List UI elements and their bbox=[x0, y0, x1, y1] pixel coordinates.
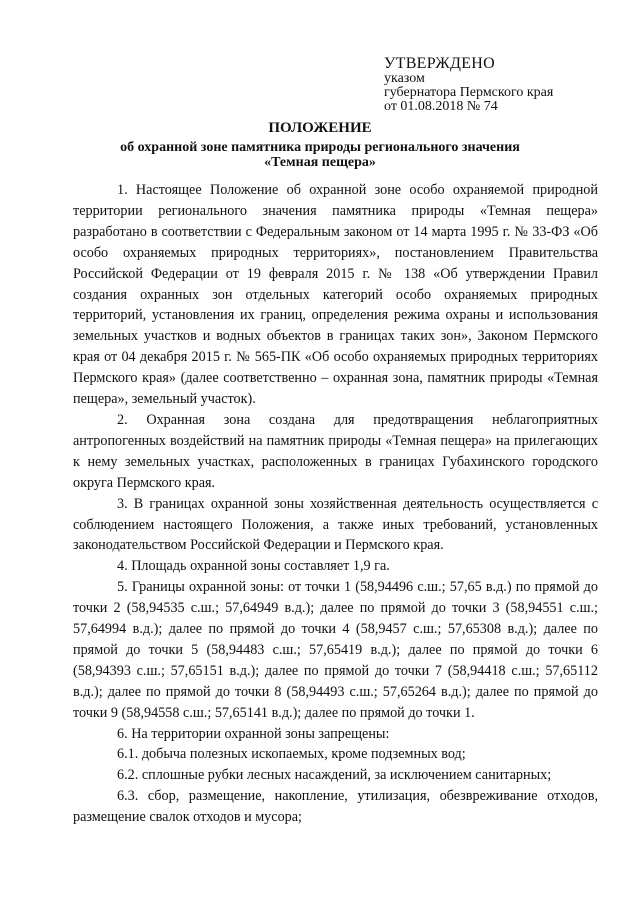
approval-stamp: УТВЕРЖДЕНО bbox=[384, 55, 496, 72]
paragraph-6-1: 6.1. добыча полезных ископаемых, кроме подземных вод; bbox=[117, 746, 466, 763]
document-title: ПОЛОЖЕНИЕ bbox=[268, 120, 372, 136]
paragraph-1: 1. Настоящее Положение об охранной зоне особо охраняемой природной территории регионального значения памятника природы «Темная пещера» разработано в соответствии с Федеральным законом от 14 марта 1995 г. № 33-ФЗ «Об особо охраняемых природных территориях», постановлением Правительства Российской Федерации от 19 февраля 2015 г. № 138 «Об утверждении Правил создания охранных зон отдельных категорий особо охраняемых природных территорий, установления их границ, определения режима охраны и использования земельных участков и водных объектов в границах таких зон», Законом Пермского края от 04 декабря 2015 г. № 565-ПК «Об особо охраняемых природных территориях Пермского края» (далее соответственно – охранная зона, памятник природы «Темная пещера», земельный участок). bbox=[73, 182, 598, 408]
approval-block bbox=[384, 56, 614, 114]
paragraph-6-3: 6.3. сбор, размещение, накопление, утилизация, обезвреживание отходов, размещение свалок отходов и мусора; bbox=[73, 788, 598, 826]
paragraph-6-2: 6.2. сплошные рубки лесных насаждений, за исключением санитарных; bbox=[117, 767, 552, 784]
paragraph-5: 5. Границы охранной зоны: от точки 1 (58,94496 с.ш.; 57,65 в.д.) по прямой до точки 2 (58,94535 с.ш.; 57,64949 в.д.); далее по прямой до точки 3 (58,94551 с.ш.; 57,64994 в.д.); далее по прямой до точки 4 (58,9457 с.ш.; 57,65308 в.д.); далее по прямой до точки 5 (58,94483 с.ш.; 57,65419 в.д.); далее по прямой до точки 6 (58,94393 с.ш.; 57,65151 в.д.); далее по прямой до точки 7 (58,94418 с.ш.; 57,65112 в.д.); далее по прямой до точки 8 (58,94493 с.ш.; 57,65264 в.д.); далее по прямой до точки 9 (58,94558 с.ш.; 57,65141 в.д.); далее по прямой до точки 1. bbox=[73, 579, 598, 721]
subtitle-line-1: об охранной зоне памятника природы регионального значения bbox=[120, 140, 520, 155]
paragraph-2: 2. Охранная зона создана для предотвращения неблагоприятных антропогенных воздействий на памятник природы «Темная пещера» на прилегающих к нему земельных участках, расположенных в границах Губахинского городского округа Пермского края. bbox=[73, 411, 598, 491]
approval-line-governor: губернатора Пермского края bbox=[384, 85, 554, 100]
paragraph-4: 4. Площадь охранной зоны составляет 1,9 га. bbox=[117, 558, 390, 575]
paragraph-6: 6. На территории охранной зоны запрещены: bbox=[117, 725, 390, 742]
subtitle-line-2: «Темная пещера» bbox=[264, 155, 376, 170]
document-body bbox=[73, 180, 598, 828]
paragraph-3: 3. В границах охранной зоны хозяйственная деятельность осуществляется с соблюдением настоящего Положения, а также иных требований, установленных законодательством Российской Федерации и Пермского края. bbox=[73, 495, 598, 554]
approval-line-decree: указом bbox=[384, 71, 425, 86]
approval-line-date: от 01.08.2018 № 74 bbox=[384, 99, 498, 114]
document-subtitle bbox=[60, 140, 580, 170]
